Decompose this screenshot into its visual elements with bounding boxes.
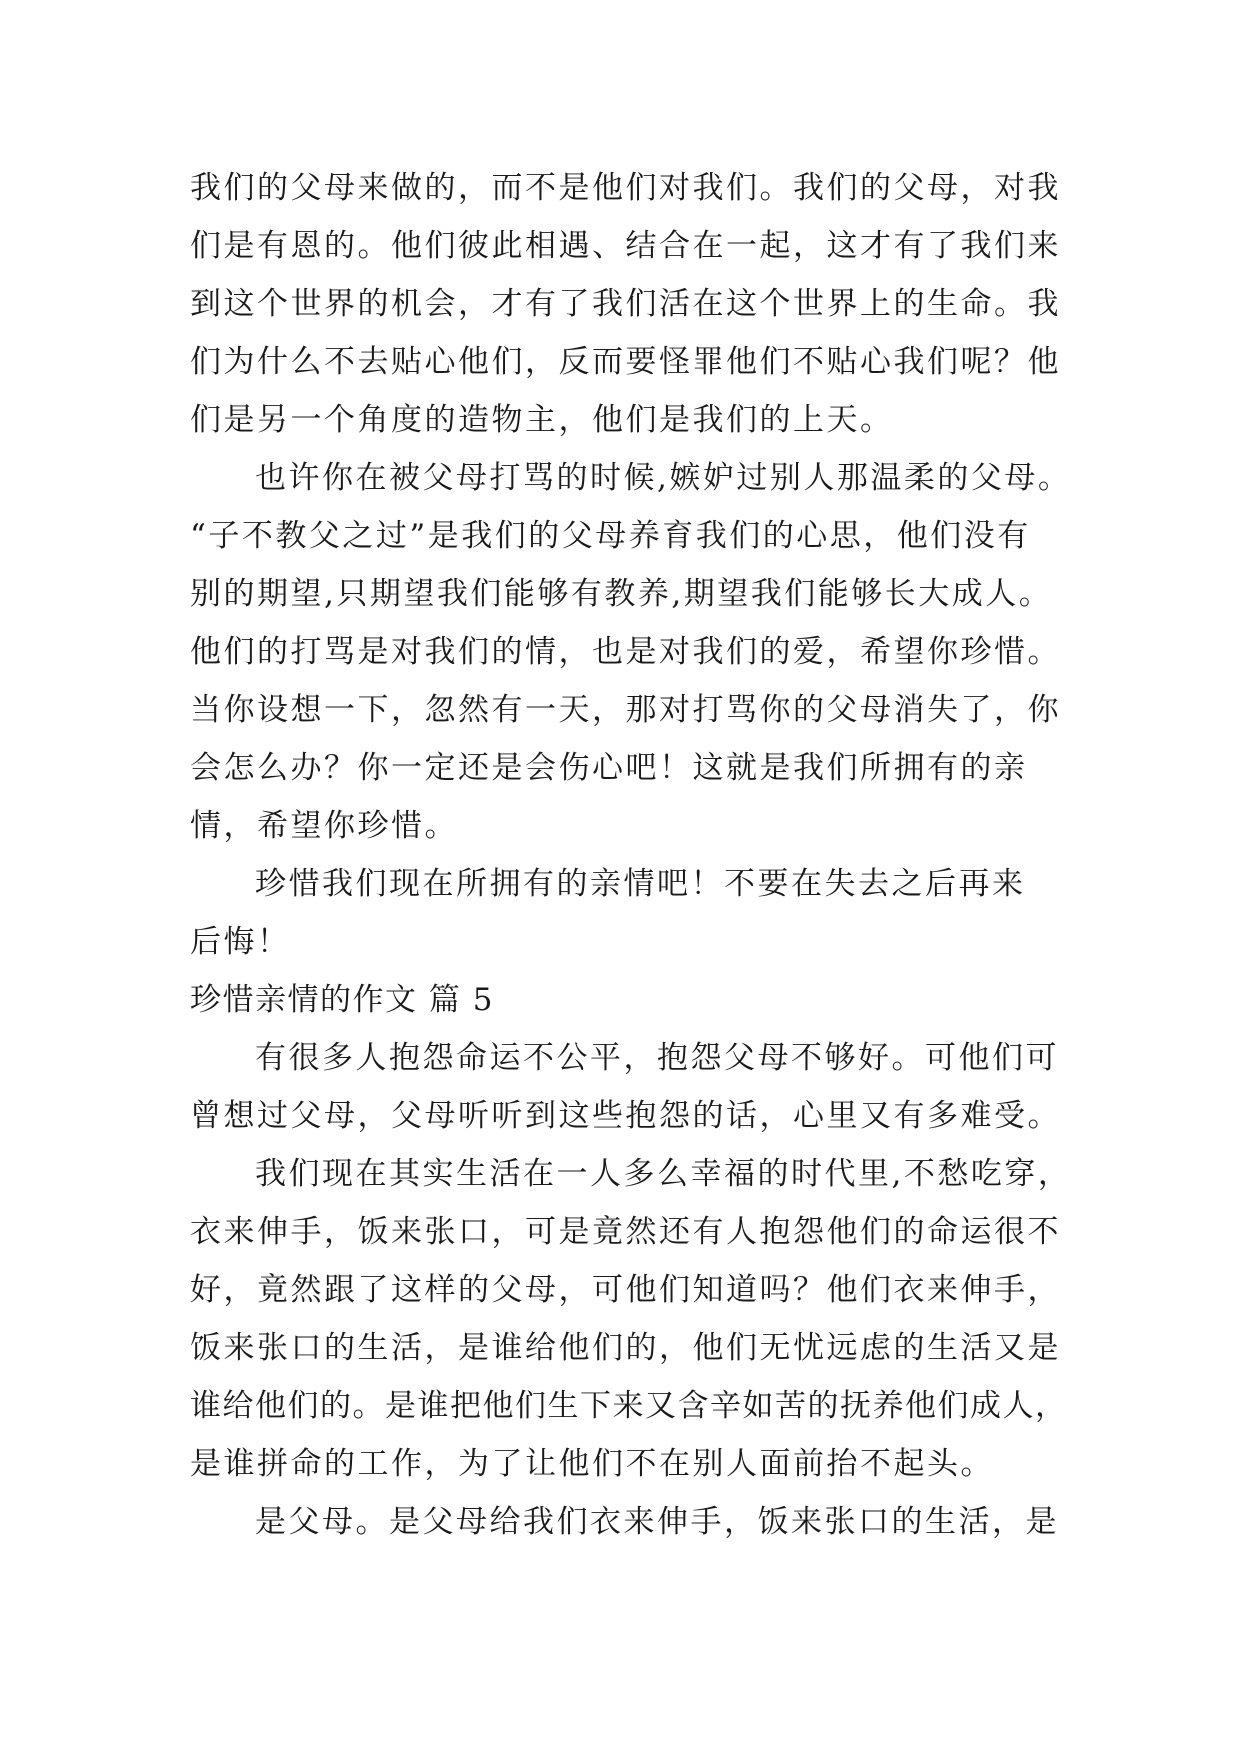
text-line: 饭来张口的生活，是谁给他们的，他们无忧远虑的生活又是: [190, 1330, 1061, 1366]
text-line: 我们的父母来做的，而不是他们对我们。我们的父母，对我: [190, 170, 1061, 206]
paragraph-first-line: 珍惜我们现在所拥有的亲情吧！不要在失去之后再来: [255, 866, 1026, 902]
text-line: 好，竟然跟了这样的父母，可他们知道吗？他们衣来伸手，: [190, 1272, 1061, 1308]
paragraph-first-line: 有很多人抱怨命运不公平，抱怨父母不够好。可他们可: [255, 1040, 1059, 1076]
text-line: 到这个世界的机会，才有了我们活在这个世界上的生命。我: [190, 286, 1061, 322]
text-line: 别的期望,只期望我们能够有教养,期望我们能够长大成人。: [190, 576, 1053, 612]
text-line: 后悔！: [190, 924, 291, 960]
text-line: 衣来伸手，饭来张口，可是竟然还有人抱怨他们的命运很不: [190, 1214, 1061, 1250]
text-line: 们是有恩的。他们彼此相遇、结合在一起，这才有了我们来: [190, 228, 1061, 264]
text-line: 会怎么办？你一定还是会伤心吧！这就是我们所拥有的亲: [190, 750, 1028, 786]
paragraph-first-line: 是父母。是父母给我们衣来伸手，饭来张口的生活，是: [255, 1504, 1059, 1540]
section-heading: 珍惜亲情的作文 篇 5: [190, 982, 494, 1018]
text-line: 们是另一个角度的造物主，他们是我们的上天。: [190, 402, 894, 438]
paragraph-first-line: 我们现在其实生活在一人多么幸福的时代里,不愁吃穿，: [255, 1156, 1072, 1192]
text-line: “子不教父之过”是我们的父母养育我们的心思，他们没有: [190, 518, 1031, 554]
text-line: 是谁拼命的工作，为了让他们不在别人面前抬不起头。: [190, 1446, 994, 1482]
text-line: 他们的打骂是对我们的情，也是对我们的爱，希望你珍惜。: [190, 634, 1061, 670]
text-line: 们为什么不去贴心他们，反而要怪罪他们不贴心我们呢？他: [190, 344, 1061, 380]
paragraph-first-line: 也许你在被父母打骂的时候,嫉妒过别人那温柔的父母。: [255, 460, 1072, 496]
text-line: 谁给他们的。是谁把他们生下来又含辛如苦的抚养他们成人，: [190, 1388, 1068, 1424]
text-line: 情，希望你珍惜。: [190, 808, 458, 844]
text-line: 当你设想一下，忽然有一天，那对打骂你的父母消失了，你: [190, 692, 1061, 728]
text-line: 曾想过父母，父母听听到这些抱怨的话，心里又有多难受。: [190, 1098, 1061, 1134]
